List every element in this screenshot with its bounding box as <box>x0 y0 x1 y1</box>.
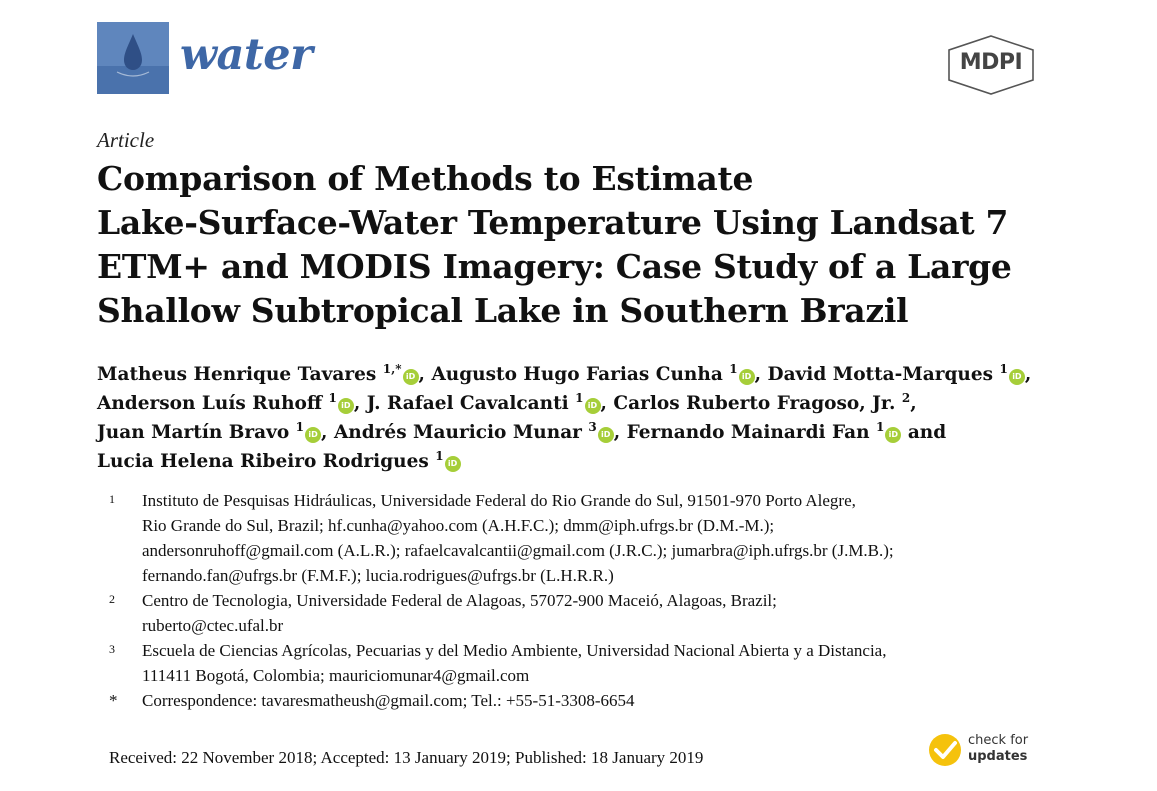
separator: , <box>353 393 361 414</box>
updates-text: updates <box>968 749 1028 764</box>
affiliation-text <box>142 488 1069 588</box>
affiliation-line: Rio Grande do Sul, Brazil; hf.cunha@yahoo.com (A.H.F.C.); dmm@iph.ufrgs.br (D.M.-M.); <box>142 516 775 535</box>
author-affiliation-mark: 1 <box>328 391 337 405</box>
orcid-icon[interactable]: iD <box>305 427 321 443</box>
correspondence-line: Correspondence: tavaresmatheush@gmail.com; Tel.: +55-51-3308-6654 <box>142 691 635 710</box>
journal-name: water <box>180 30 313 80</box>
author-affiliation-mark: 1 <box>729 362 738 376</box>
affiliation-item <box>109 588 1069 638</box>
separator: , <box>600 393 607 414</box>
affiliation-number: 3 <box>109 642 115 656</box>
author-line <box>97 389 1087 418</box>
separator: , <box>1024 364 1032 385</box>
author-affiliation-mark: 3 <box>588 420 597 434</box>
author-affiliation-mark: 1,* <box>382 362 402 376</box>
orcid-icon[interactable]: iD <box>585 398 601 414</box>
author-name: J. Rafael Cavalcanti <box>366 393 569 414</box>
affiliation-line: fernando.fan@ufrgs.br (F.M.F.); lucia.rodrigues@ufrgs.br (L.H.R.R.) <box>142 566 614 585</box>
author-name: Matheus Henrique Tavares <box>97 364 377 385</box>
author-name: Fernando Mainardi Fan <box>626 422 870 443</box>
correspondence-item <box>109 688 1069 713</box>
orcid-icon[interactable]: iD <box>403 369 419 385</box>
author-name: Augusto Hugo Farias Cunha <box>431 364 723 385</box>
article-type: Article <box>97 128 155 152</box>
affiliation-item <box>109 488 1069 588</box>
title-line: Lake-Surface-Water Temperature Using Landsat 7 <box>97 203 1009 242</box>
publisher-name: MDPI <box>959 50 1023 75</box>
author-affiliation-mark: 1 <box>999 362 1008 376</box>
orcid-icon[interactable]: iD <box>1009 369 1025 385</box>
water-drop-icon <box>97 22 169 94</box>
check-for-updates-badge[interactable] <box>927 730 1047 772</box>
title-line: Shallow Subtropical Lake in Southern Brazil <box>97 291 909 330</box>
affiliation-line: 111411 Bogotá, Colombia; mauriciomunar4@gmail.com <box>142 666 530 685</box>
author-affiliation-mark: 1 <box>575 391 584 405</box>
correspondence-text <box>142 688 1069 713</box>
affiliation-text <box>142 638 1069 688</box>
orcid-icon[interactable]: iD <box>445 456 461 472</box>
check-for-updates-label <box>968 733 1028 765</box>
author-affiliation-mark: 1 <box>876 420 885 434</box>
title-line: Comparison of Methods to Estimate <box>97 159 754 198</box>
check-for-text: check for <box>968 733 1029 748</box>
publication-dates: Received: 22 November 2018; Accepted: 13 January 2019; Published: 18 January 2019 <box>109 748 704 767</box>
paper-title <box>97 157 1047 333</box>
affiliation-number: 2 <box>109 592 115 606</box>
correspondence-mark: * <box>109 691 118 710</box>
orcid-icon[interactable]: iD <box>885 427 901 443</box>
conjunction: and <box>907 422 947 443</box>
publisher-logo <box>946 35 1036 95</box>
affiliation-line: Instituto de Pesquisas Hidráulicas, Universidade Federal do Rio Grande do Sul, 91501-970 Porto Alegre, <box>142 491 856 510</box>
author-affiliation-mark: 2 <box>901 391 911 405</box>
separator: , <box>418 364 425 385</box>
separator: , <box>754 364 762 385</box>
affiliation-line: ruberto@ctec.ufal.br <box>142 616 284 635</box>
affiliation-number: 1 <box>109 492 115 506</box>
title-line: ETM+ and MODIS Imagery: Case Study of a Large <box>97 247 1012 286</box>
author-name: Anderson Luís Ruhoff <box>97 393 323 414</box>
separator: , <box>321 422 328 443</box>
orcid-icon[interactable]: iD <box>338 398 354 414</box>
author-line <box>97 360 1087 389</box>
separator: , <box>613 422 621 443</box>
journal-logo <box>97 22 169 94</box>
orcid-icon[interactable]: iD <box>598 427 614 443</box>
separator: , <box>910 393 917 414</box>
author-name: Juan Martín Bravo <box>97 422 290 443</box>
affiliations <box>109 488 1069 713</box>
checkmark-icon <box>927 732 963 768</box>
author-affiliation-mark: 1 <box>295 420 305 434</box>
affiliation-text <box>142 588 1069 638</box>
author-name: David Motta-Marques <box>767 364 994 385</box>
author-affiliation-mark: 1 <box>435 449 444 463</box>
affiliation-item <box>109 638 1069 688</box>
author-name: Andrés Mauricio Munar <box>333 422 582 443</box>
affiliation-line: Centro de Tecnologia, Universidade Federal de Alagoas, 57072-900 Maceió, Alagoas, Brazil; <box>142 591 777 610</box>
affiliation-line: andersonruhoff@gmail.com (A.L.R.); rafaelcavalcantii@gmail.com (J.R.C.); jumarbra@iph.ufrgs.br (J.M.B.); <box>142 541 894 560</box>
orcid-icon[interactable]: iD <box>739 369 755 385</box>
author-list <box>97 360 1087 476</box>
author-line <box>97 447 1087 476</box>
author-name: Carlos Ruberto Fragoso, Jr. <box>613 393 896 414</box>
author-line <box>97 418 1087 447</box>
affiliation-line: Escuela de Ciencias Agrícolas, Pecuarias y del Medio Ambiente, Universidad Nacional Abierta y a Distancia, <box>142 641 887 660</box>
author-name: Lucia Helena Ribeiro Rodrigues <box>97 451 429 472</box>
